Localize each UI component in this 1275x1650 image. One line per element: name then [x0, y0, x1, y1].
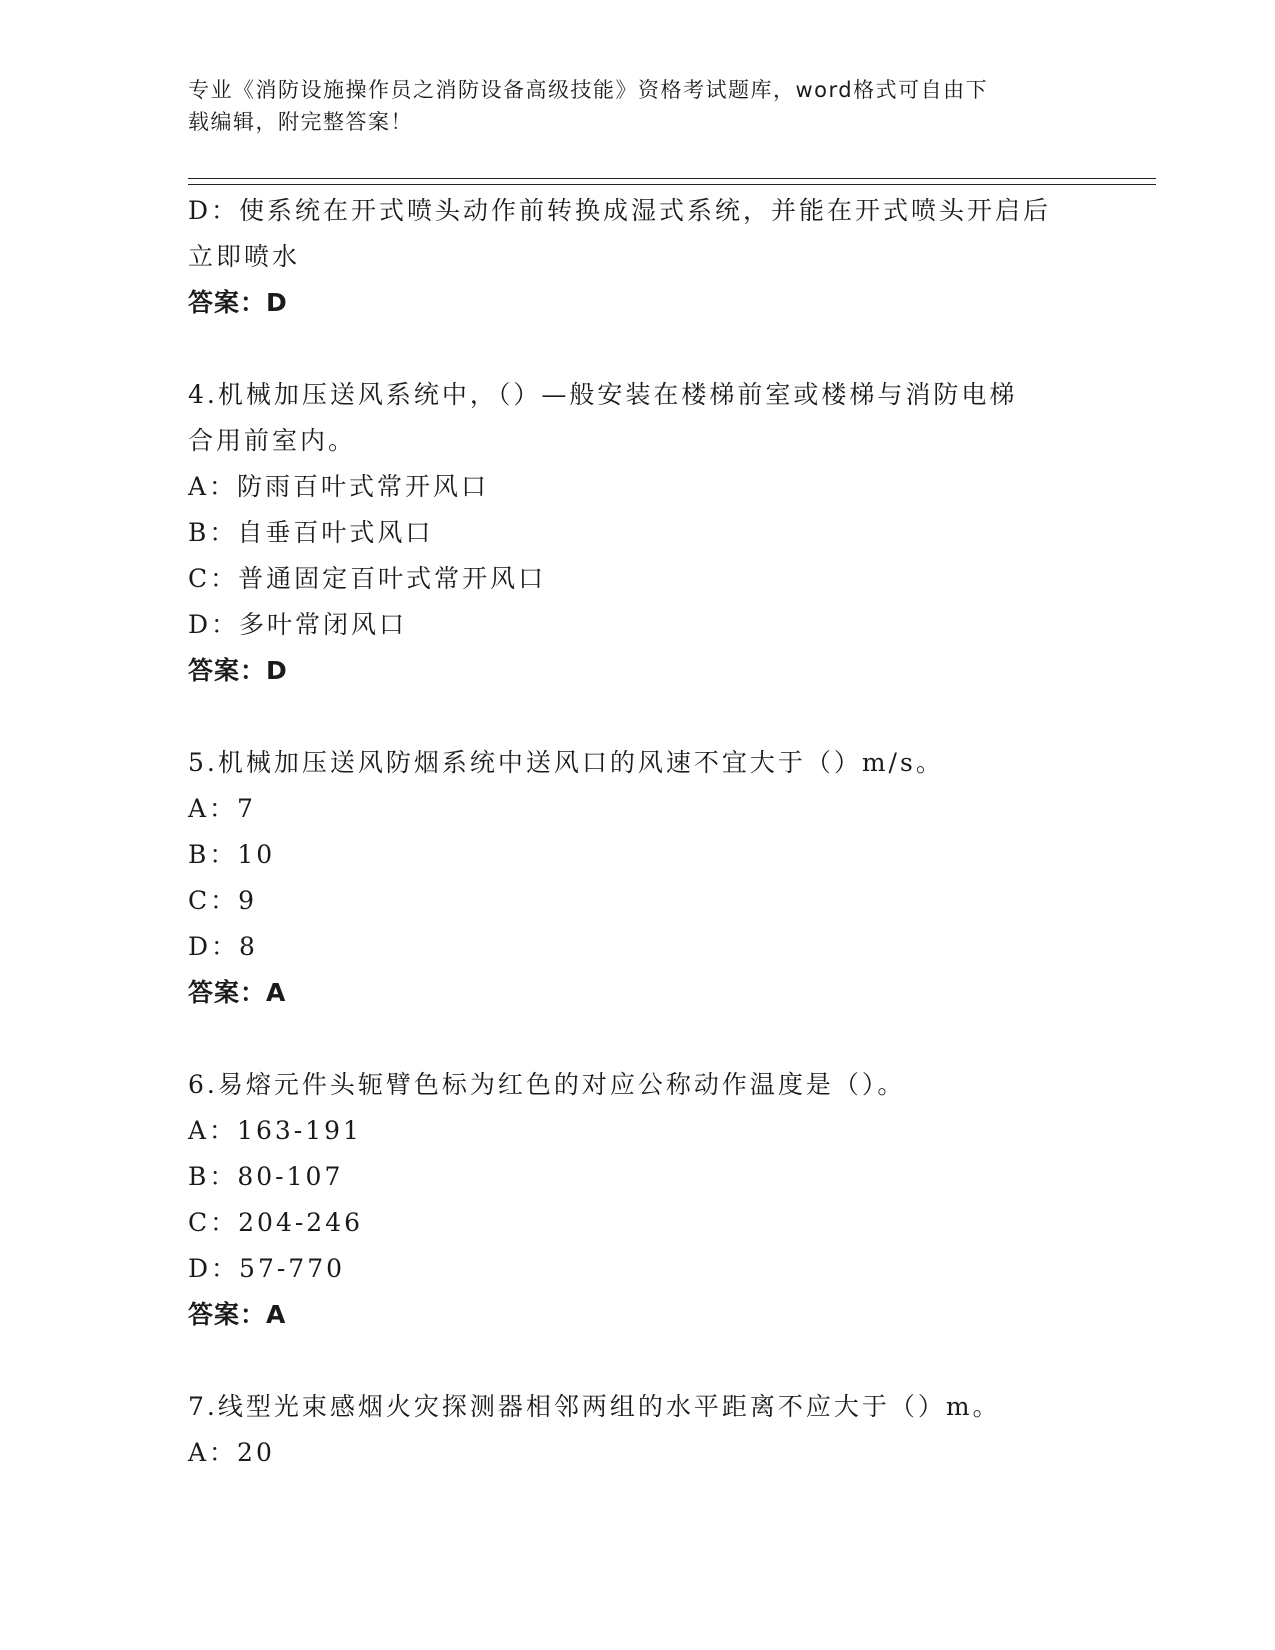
q3-option-d-line-1: D：使系统在开式喷头动作前转换成湿式系统，并能在开式喷头开启后	[188, 196, 1052, 225]
question-7	[188, 1384, 1088, 1476]
question-3	[188, 188, 1088, 326]
q5-option-b: B：10	[188, 840, 276, 869]
q6-option-a: A：163-191	[188, 1116, 362, 1145]
question-6	[188, 1062, 1088, 1338]
q3-option-d-line-2: 立即喷水	[188, 242, 301, 271]
q4-answer: 答案：D	[188, 656, 288, 685]
spacer	[188, 1338, 1088, 1384]
q3-answer: 答案：D	[188, 288, 288, 317]
q4-question-line-1: 4.机械加压送风系统中，（）—般安装在楼梯前室或楼梯与消防电梯	[188, 380, 1018, 409]
q6-option-d: D：57-770	[188, 1254, 346, 1283]
q5-option-d: D：8	[188, 932, 258, 961]
q7-option-a: A：20	[188, 1438, 275, 1467]
q6-answer: 答案：A	[188, 1300, 287, 1329]
q6-option-b: B：80-107	[188, 1162, 344, 1191]
spacer	[188, 326, 1088, 372]
q4-option-d: D：多叶常闭风口	[188, 610, 408, 639]
q5-option-a: A：7	[188, 794, 256, 823]
q4-option-c: C：普通固定百叶式常开风口	[188, 564, 547, 593]
q6-question: 6.易熔元件头轭臂色标为红色的对应公称动作温度是（）。	[188, 1070, 906, 1099]
q4-option-a: A：防雨百叶式常开风口	[188, 472, 490, 501]
q5-question: 5.机械加压送风防烟系统中送风口的风速不宜大于（）m/s。	[188, 748, 944, 777]
spacer	[188, 694, 1088, 740]
question-5	[188, 740, 1088, 1016]
question-4	[188, 372, 1088, 694]
question-content	[188, 188, 1088, 1476]
header-line-2: 载编辑，附完整答案！	[188, 110, 413, 134]
q5-answer: 答案：A	[188, 978, 287, 1007]
header-divider-bottom	[188, 184, 1156, 185]
q4-option-b: B：自垂百叶式风口	[188, 518, 434, 547]
header-line-1: 专业《消防设施操作员之消防设备高级技能》资格考试题库，word格式可自由下	[188, 78, 989, 102]
spacer	[188, 1016, 1088, 1062]
q6-option-c: C：204-246	[188, 1208, 364, 1237]
q7-question: 7.线型光束感烟火灾探测器相邻两组的水平距离不应大于（）m。	[188, 1392, 1001, 1421]
q5-option-c: C：9	[188, 886, 258, 915]
header-divider-top	[188, 178, 1156, 179]
document-header	[188, 74, 1088, 138]
q4-question-line-2: 合用前室内。	[188, 426, 357, 455]
